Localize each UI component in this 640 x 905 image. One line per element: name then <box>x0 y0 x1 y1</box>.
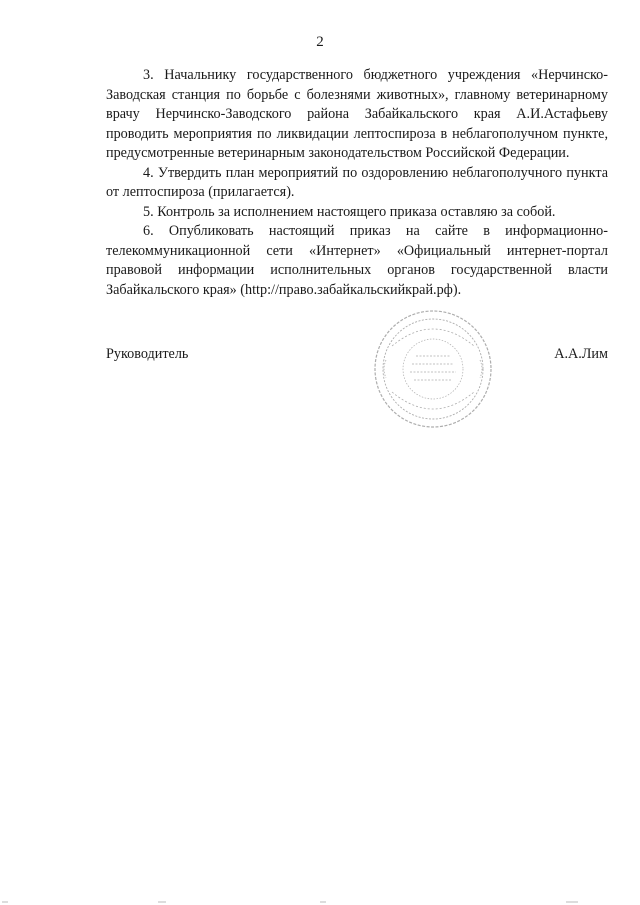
paragraph-3: 3. Начальнику государственного бюджетного учреждения «Нерчинско-Заводская станция по борьбе с болезнями животных», главному ветеринарному врачу Нерчинско-Заводского района Забайкальского края А.И.Астафьеву проводить мероприятия по ликвидации лептоспироза в неблагополучном пункте, предусмотренные ветеринарным законодательством Российской Федерации. <box>106 67 608 161</box>
signature-title: Руководитель <box>106 346 189 362</box>
official-seal <box>372 308 494 430</box>
paragraph-5: 5. Контроль за исполнением настоящего приказа оставляю за собой. <box>143 203 556 220</box>
paragraph-4: 4. Утвердить план мероприятий по оздоровлению неблагополучного пункта от лептоспироза (прилагается). <box>106 164 608 200</box>
signature-name: А.А.Лим <box>554 346 608 362</box>
paragraph-6: 6. Опубликовать настоящий приказ на сайте в информационно-телекоммуникационной сети «Интернет» «Официальный интернет-портал правовой информации исполнительных органов государственной власти Забайкальского края» (http://право.забайкальскийкрай.рф). <box>106 223 608 298</box>
page-number: 2 <box>316 34 324 50</box>
order-body <box>106 66 608 300</box>
scan-edge-marks <box>0 896 640 905</box>
